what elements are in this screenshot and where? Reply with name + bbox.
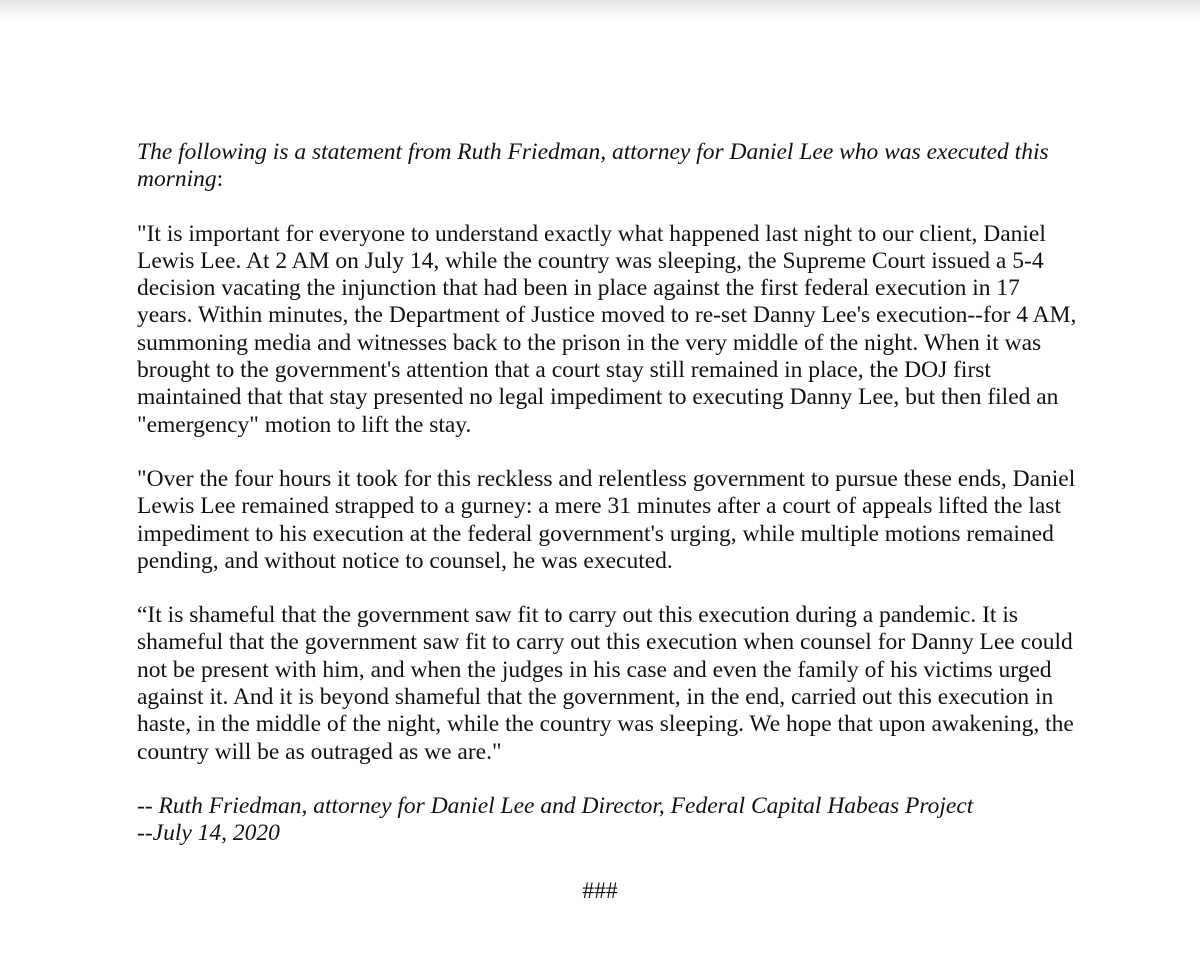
paragraph-what-happened: "It is important for everyone to understand exactly what happened last night to our client, Daniel Lewis Lee. At 2 AM on July 14, while the country was sleeping, the Supreme Court issued a 5-4 decision vacating the injunction that had been in place against the first federal execution in 17 years. Within minutes, the Department of Justice moved to re-set Danny Lee's execution--for 4 AM, summoning media and witnesses back to the prison in the very middle of the night. When it was brought to the government's attention that a court stay still remained in place, the DOJ first maintained that that stay presented no legal impediment to executing Danny Lee, but then filed an "emergency" motion to lift the stay. [137, 220, 1077, 438]
paragraph-shameful: “It is shameful that the government saw fit to carry out this execution during a pandemic. It is shameful that the government saw fit to carry out this execution when counsel for Danny Lee could not be present with him, and when the judges in his case and even the family of his victims urged against it. And it is beyond shameful that the government, in the end, carried out this execution in haste, in the middle of the night, while the country was sleeping. We hope that upon awakening, the country will be as outraged as we are." [137, 602, 1074, 765]
signature-line: -- Ruth Friedman, attorney for Daniel Lee and Director, Federal Capital Habeas Project [137, 792, 974, 819]
top-shadow [0, 0, 1200, 22]
intro-text: The following is a statement from Ruth Friedman, attorney for Daniel Lee who was executed this morning [137, 139, 1049, 193]
intro-colon: : [216, 166, 224, 193]
intro-line [137, 139, 1077, 194]
paragraph-four-hours: "Over the four hours it took for this reckless and relentless government to pursue these ends, Daniel Lewis Lee remained strapped to a gurney: a mere 31 minutes after a court of appeals lifted the last impediment to his execution at the federal government's urging, while multiple motions remained pending, and without notice to counsel, he was executed. [137, 465, 1076, 574]
statement-document [137, 139, 1077, 848]
date-line: --July 14, 2020 [137, 820, 280, 847]
end-mark: ### [582, 878, 618, 904]
